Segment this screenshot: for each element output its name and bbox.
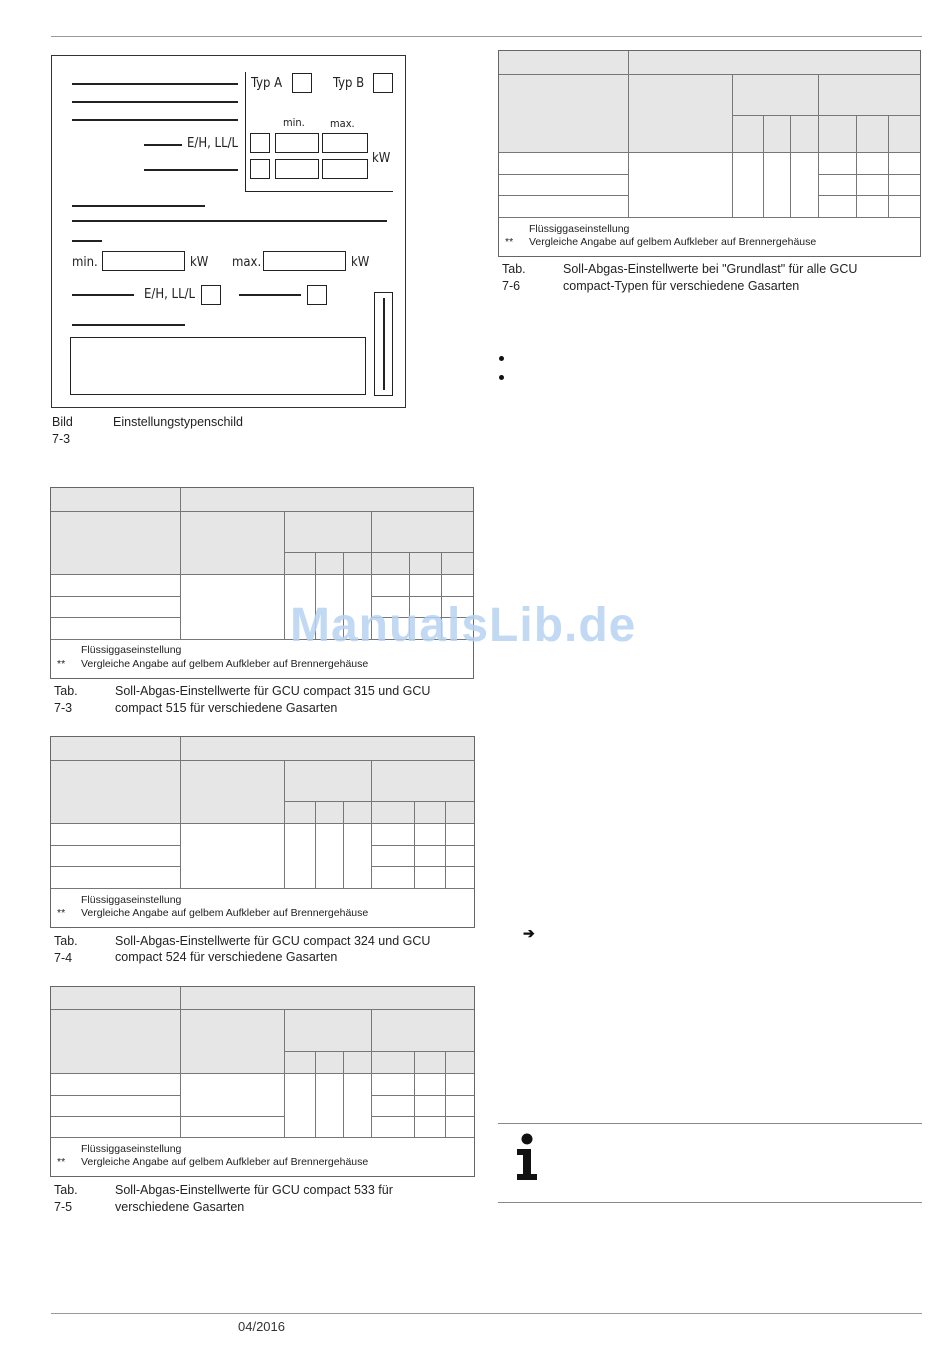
header-band: [51, 1009, 474, 1051]
top-rule: [51, 36, 922, 37]
row-line: [51, 823, 474, 824]
row-line: [51, 888, 474, 889]
col-line: [414, 801, 415, 888]
blank-line: [72, 220, 387, 222]
row-line: [371, 866, 474, 867]
min-box: [275, 133, 319, 153]
col-line: [180, 488, 181, 639]
col-line: [763, 115, 764, 217]
typ-a-checkbox: [292, 73, 312, 93]
row-line: [51, 845, 180, 846]
row-line: [51, 866, 180, 867]
col-line: [414, 1051, 415, 1137]
col-line: [315, 1051, 316, 1137]
note-mark: **: [57, 1156, 66, 1168]
caption-text: Soll-Abgas-Einstellwerte bei "Grundlast" für alle GCU: [563, 262, 858, 276]
header-band: [51, 1051, 474, 1073]
col-line: [445, 1051, 446, 1137]
table-7-5: [50, 986, 475, 1177]
large-field-box: [70, 337, 366, 395]
min-box: [275, 159, 319, 179]
header-band: [51, 511, 473, 552]
eh-label-2: E/H, LL/L: [144, 287, 196, 302]
col-line: [628, 51, 629, 217]
note-sticker: Vergleiche Angabe auf gelbem Aufkleber auf Brennergehäuse: [81, 907, 369, 919]
row-line: [499, 174, 628, 175]
col-line: [343, 801, 344, 888]
info-rule-top: [498, 1123, 922, 1124]
arrow-right-icon: ➔: [523, 925, 535, 941]
row-line: [371, 1116, 474, 1117]
note-lpg: Flüssiggaseinstellung: [81, 1143, 182, 1155]
note-mark: **: [57, 907, 66, 919]
row-line: [51, 1009, 474, 1010]
header-band: [499, 51, 920, 74]
row-line: [818, 174, 920, 175]
col-line: [284, 1009, 285, 1137]
caption-text: compact 524 für verschiedene Gasarten: [115, 950, 338, 964]
type-frame: [245, 191, 393, 192]
row-line: [51, 596, 180, 597]
row-line: [51, 1116, 284, 1117]
max-box: [322, 159, 368, 179]
caption-number: Tab. 7-5: [54, 1183, 78, 1214]
row-line: [499, 195, 628, 196]
caption-text: Einstellungstypenschild: [113, 415, 243, 429]
header-band: [51, 987, 474, 1009]
note-lpg: Flüssiggaseinstellung: [81, 644, 182, 656]
col-line: [790, 115, 791, 217]
typ-a-label: Typ A: [251, 76, 283, 91]
note-sticker: Vergleiche Angabe auf gelbem Aufkleber auf Brennergehäuse: [529, 236, 817, 248]
caption-text: compact 515 für verschiedene Gasarten: [115, 701, 338, 715]
bullet-point: [499, 356, 504, 361]
row-line: [51, 760, 474, 761]
kw-label: kW: [372, 151, 391, 166]
caption-number: Tab. 7-6: [502, 262, 526, 293]
row-line: [499, 74, 920, 75]
min-kw-box: [102, 251, 185, 271]
col-line: [371, 760, 372, 888]
caption-text: Soll-Abgas-Einstellwerte für GCU compact 533 für: [115, 1183, 393, 1197]
row-line: [371, 596, 473, 597]
blank-line: [72, 119, 238, 121]
eh-checkbox: [201, 285, 221, 305]
table-7-6: [498, 50, 921, 257]
row-line: [284, 552, 473, 553]
col-line: [343, 1051, 344, 1137]
caption-text: Soll-Abgas-Einstellwerte für GCU compact 315 und GCU: [115, 684, 431, 698]
bullet-point: [499, 375, 504, 380]
eh-checkbox-2: [307, 285, 327, 305]
caption-text: Soll-Abgas-Einstellwerte für GCU compact 324 und GCU: [115, 934, 431, 948]
row-line: [371, 1095, 474, 1096]
note-sticker: Vergleiche Angabe auf gelbem Aufkleber auf Brennergehäuse: [81, 1156, 369, 1168]
vertical-slot-line: [383, 298, 385, 390]
row-line: [51, 1137, 474, 1138]
row-line: [732, 115, 920, 116]
note-lpg: Flüssiggaseinstellung: [81, 894, 182, 906]
blank-line: [72, 83, 238, 85]
max-kw-box: [263, 251, 346, 271]
type-frame: [245, 72, 246, 192]
note-mark: **: [57, 658, 66, 670]
col-line: [315, 801, 316, 888]
table-7-4: [50, 736, 475, 928]
blank-line: [144, 144, 182, 146]
row-line: [818, 195, 920, 196]
col-line: [732, 74, 733, 217]
max-small-label: max.: [330, 117, 355, 130]
min-label: min.: [72, 255, 98, 270]
row-line: [51, 1073, 474, 1074]
max-label: max.: [232, 255, 262, 270]
blank-line: [72, 294, 134, 296]
caption-text: verschiedene Gasarten: [115, 1200, 245, 1214]
col-line: [180, 987, 181, 1137]
col-line: [180, 737, 181, 888]
typ-b-label: Typ B: [333, 76, 365, 91]
small-box: [250, 159, 270, 179]
header-band: [499, 74, 920, 115]
small-box: [250, 133, 270, 153]
typ-b-checkbox: [373, 73, 393, 93]
header-band: [51, 801, 474, 823]
col-line: [284, 760, 285, 888]
caption-number: Tab. 7-3: [54, 684, 78, 715]
caption-number: Bild 7-3: [52, 415, 73, 446]
header-band: [51, 760, 474, 801]
min-small-label: min.: [283, 116, 305, 129]
eh-label: E/H, LL/L: [187, 136, 239, 151]
max-box: [322, 133, 368, 153]
caption-number: Tab. 7-4: [54, 934, 78, 965]
row-line: [499, 217, 920, 218]
footer-rule: [51, 1313, 922, 1314]
info-rule-bottom: [498, 1202, 922, 1203]
row-line: [51, 511, 473, 512]
footer-date: 04/2016: [238, 1319, 285, 1334]
col-line: [856, 115, 857, 217]
blank-line: [239, 294, 301, 296]
caption-text: compact-Typen für verschiedene Gasarten: [563, 279, 800, 293]
header-band: [51, 488, 473, 511]
col-line: [371, 1009, 372, 1137]
info-icon: [513, 1133, 541, 1181]
blank-line: [72, 205, 205, 207]
row-line: [51, 617, 180, 618]
blank-line: [72, 324, 185, 326]
col-line: [888, 115, 889, 217]
note-lpg: Flüssiggaseinstellung: [529, 223, 630, 235]
row-line: [51, 1095, 180, 1096]
col-line: [445, 801, 446, 888]
note-mark: **: [505, 236, 514, 248]
blank-line: [72, 101, 238, 103]
row-line: [371, 845, 474, 846]
col-line: [284, 511, 285, 639]
blank-line: [144, 169, 238, 171]
col-line: [818, 74, 819, 217]
nameplate-figure: [51, 55, 406, 408]
blank-line: [72, 240, 102, 242]
note-sticker: Vergleiche Angabe auf gelbem Aufkleber auf Brennergehäuse: [81, 658, 369, 670]
kw-unit: kW: [351, 255, 370, 270]
header-band: [51, 737, 474, 760]
kw-unit: kW: [190, 255, 209, 270]
watermark: ManualsLib.de: [290, 599, 637, 652]
